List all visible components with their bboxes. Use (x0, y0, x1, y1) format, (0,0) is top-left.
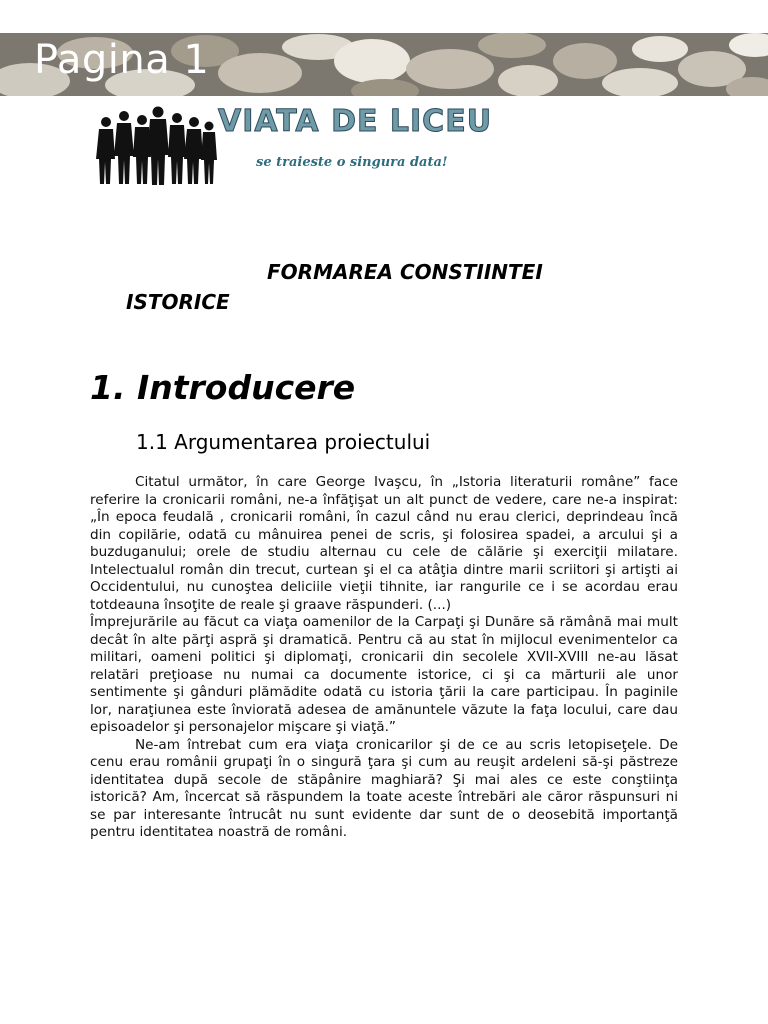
paragraph: Împrejurările au făcut ca viaţa oamenilor de la Carpaţi şi Dunăre să rămână mai mult decât în alte părţi aspră şi dramatică. Pentru că au stat în mijlocul evenimentelor ca militari, oameni politici şi diplomaţi, cronicarii din secolele XVII-XVIII ne-au lăsat relatări preţioase nu numai ca documente istorice, ci şi ca mărturii ale unor sentimente şi gânduri plămădite odată cu istoria ţării la care participau. În paginile lor, naraţiunea este înviorată adesea de amănuntele văzute la faţa locului, care dau episoadelor şi personajelor mişcare şi viaţă.” (90, 614, 678, 735)
document-heading-line1: FORMAREA CONSTIINTEI (267, 260, 543, 284)
paragraph: Ne-am întrebat cum era viaţa cronicarilor şi de ce au scris letopiseţele. De cenu erau românii grupaţi în o singură ţara şi cum au reuşit ardeleni să-şi păstreze identitatea după secole de stăpânire maghiară? Şi mai ales ce este conştiinţa istorică? Am, încercat să răspundem la toate aceste întrebări ale căror răspunsuri ni se par interesante întrucât nu sunt evidente dar sunt de o deosebită importanţă pentru identitatea noastră de români. (90, 736, 678, 840)
page-number-label: Pagina 1 (34, 37, 210, 83)
header-banner (0, 33, 768, 96)
subsection-title: 1.1 Argumentarea proiectului (136, 430, 431, 454)
paragraph: Citatul următor, în care George Ivaşcu, în „Istoria literaturii române” face referire la cronicarii români, ne-a înfăţişat un alt punct de vedere, care ne-a inspirat: „În epoca feudală , cronicarii români, în cazul când nu erau clerici, deprindeau încă din copilărie, odată cu mânuirea penei de scris, şi folosirea spadei, a arcului şi a buzduganului; orele de studiu alternau cu cele de călărie şi exerciţii milatare. Intelectualul român din trecut, curtean şi el ca atâţia dintre marii scriitori şi artişti ai Occidentului, nu cunoştea deliciile vieţii tihnite, iar rangurile ce i se acordau erau totdeauna însoţite de reale şi graave răspunderi. (...) (90, 474, 678, 613)
logo-slogan: se traieste o singura data! (256, 155, 448, 170)
section-title: 1. Introducere (90, 368, 356, 407)
body-text (90, 474, 678, 842)
people-silhouettes-icon (92, 104, 222, 190)
logo-title: VIATA DE LICEU (218, 104, 493, 139)
document-heading-line2: ISTORICE (126, 290, 230, 314)
